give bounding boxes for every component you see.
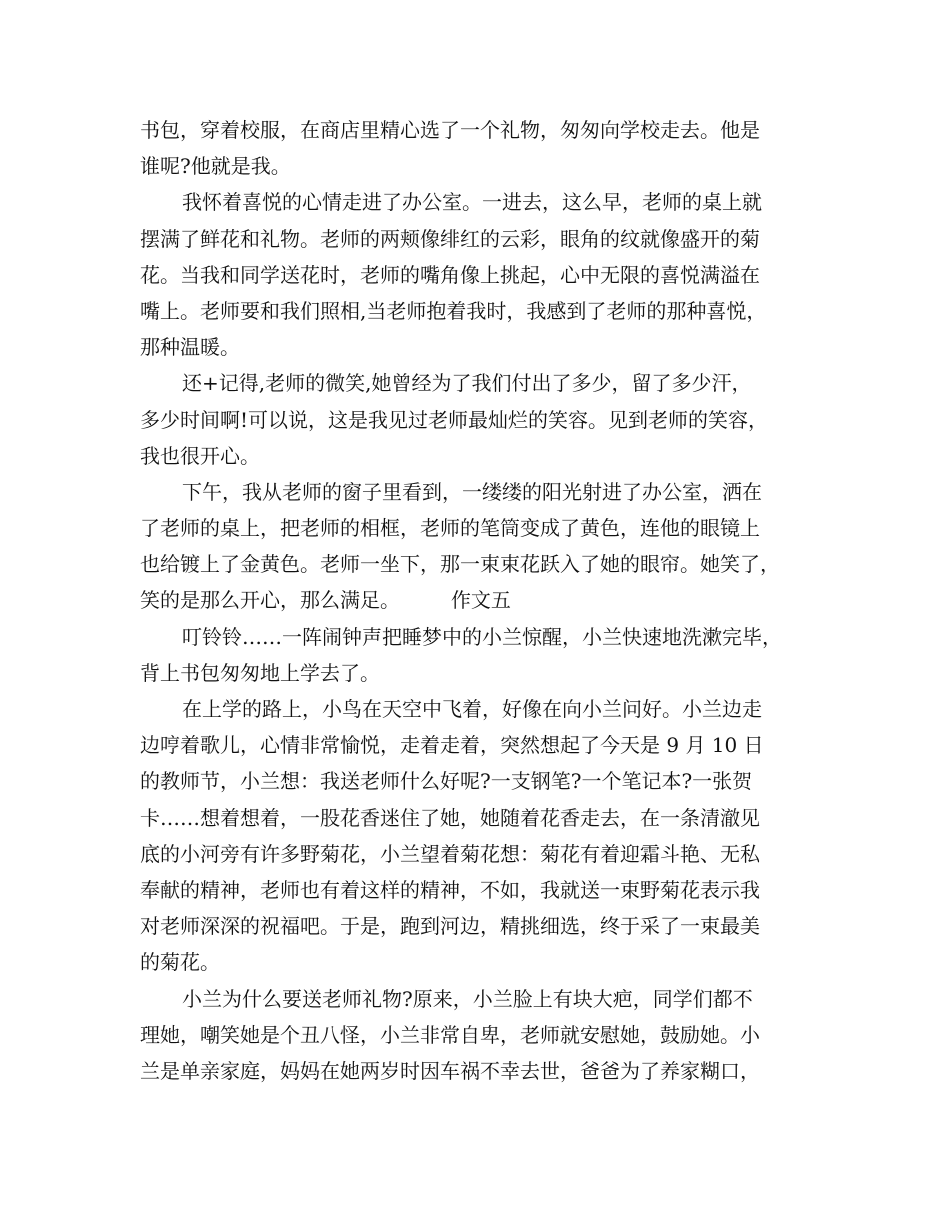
text-line: 花。当我和同学送花时，老师的嘴角像上挑起，心中无限的喜悦满溢在 [140,262,760,287]
text-line: 还+记得,老师的微笑,她曾经为了我们付出了多少，留了多少汗， [182,371,752,396]
text-line: 底的小河旁有许多野菊花，小兰望着菊花想：菊花有着迎霜斗艳、无私 [140,841,760,866]
text-line: 也给镀上了金黄色。老师一坐下，那一束束花跃入了她的眼帘。她笑了， [140,552,780,577]
text-line: 卡……想着想着，一股花香迷住了她，她随着花香走去，在一条清澈见 [140,805,760,830]
text-line: 下午，我从老师的窗子里看到，一缕缕的阳光射进了办公室，洒在 [182,479,762,504]
text-line: 摆满了鲜花和礼物。老师的两颊像绯红的云彩，眼角的纹就像盛开的菊 [140,226,760,251]
text-line: 书包，穿着校服，在商店里精心选了一个礼物，匆匆向学校走去。他是 [140,118,760,142]
text-line: 边哼着歌儿，心情非常愉悦，走着走着，突然想起了今天是 9 月 10 日 [140,733,764,758]
text-line: 的菊花。 [140,950,220,975]
text-line: 兰是单亲家庭，妈妈在她两岁时因车祸不幸去世，爸爸为了养家糊口， [140,1058,760,1083]
text-line: 理她，嘲笑她是个丑八怪，小兰非常自卑，老师就安慰她，鼓励她。小 [140,1022,760,1047]
text-line: 笑的是那么开心，那么满足。 作文五 [140,588,511,613]
text-line: 在上学的路上，小鸟在天空中飞着，好像在向小兰问好。小兰边走 [182,697,762,721]
text-line: 嘴上。老师要和我们照相,当老师抱着我时，我感到了老师的那种喜悦， [140,298,767,323]
text-line: 我怀着喜悦的心情走进了办公室。一进去，这么早，老师的桌上就 [182,190,762,215]
text-line: 谁呢?他就是我。 [140,154,291,179]
text-line: 对老师深深的祝福吧。于是，跑到河边，精挑细选，终于采了一束最美 [140,914,760,939]
text-line: 那种温暖。 [140,335,240,360]
text-line: 了老师的桌上，把老师的相框，老师的笔筒变成了黄色，连他的眼镜上 [140,516,760,541]
text-line: 小兰为什么要送老师礼物?原来，小兰脸上有块大疤，同学们都不 [182,986,753,1011]
text-line: 多少时间啊!可以说，这是我见过老师最灿烂的笑容。见到老师的笑容， [140,407,769,432]
text-line: 我也很开心。 [140,443,260,468]
document-body [140,112,824,1089]
text-line: 的教师节，小兰想：我送老师什么好呢?一支钢笔?一个笔记本?一张贺 [140,769,753,794]
text-line: 奉献的精神，老师也有着这样的精神，不如，我就送一束野菊花表示我 [140,877,760,902]
text-line: 叮铃铃……一阵闹钟声把睡梦中的小兰惊醒，小兰快速地洗漱完毕， [182,624,782,649]
text-line: 背上书包匆匆地上学去了。 [140,660,380,685]
